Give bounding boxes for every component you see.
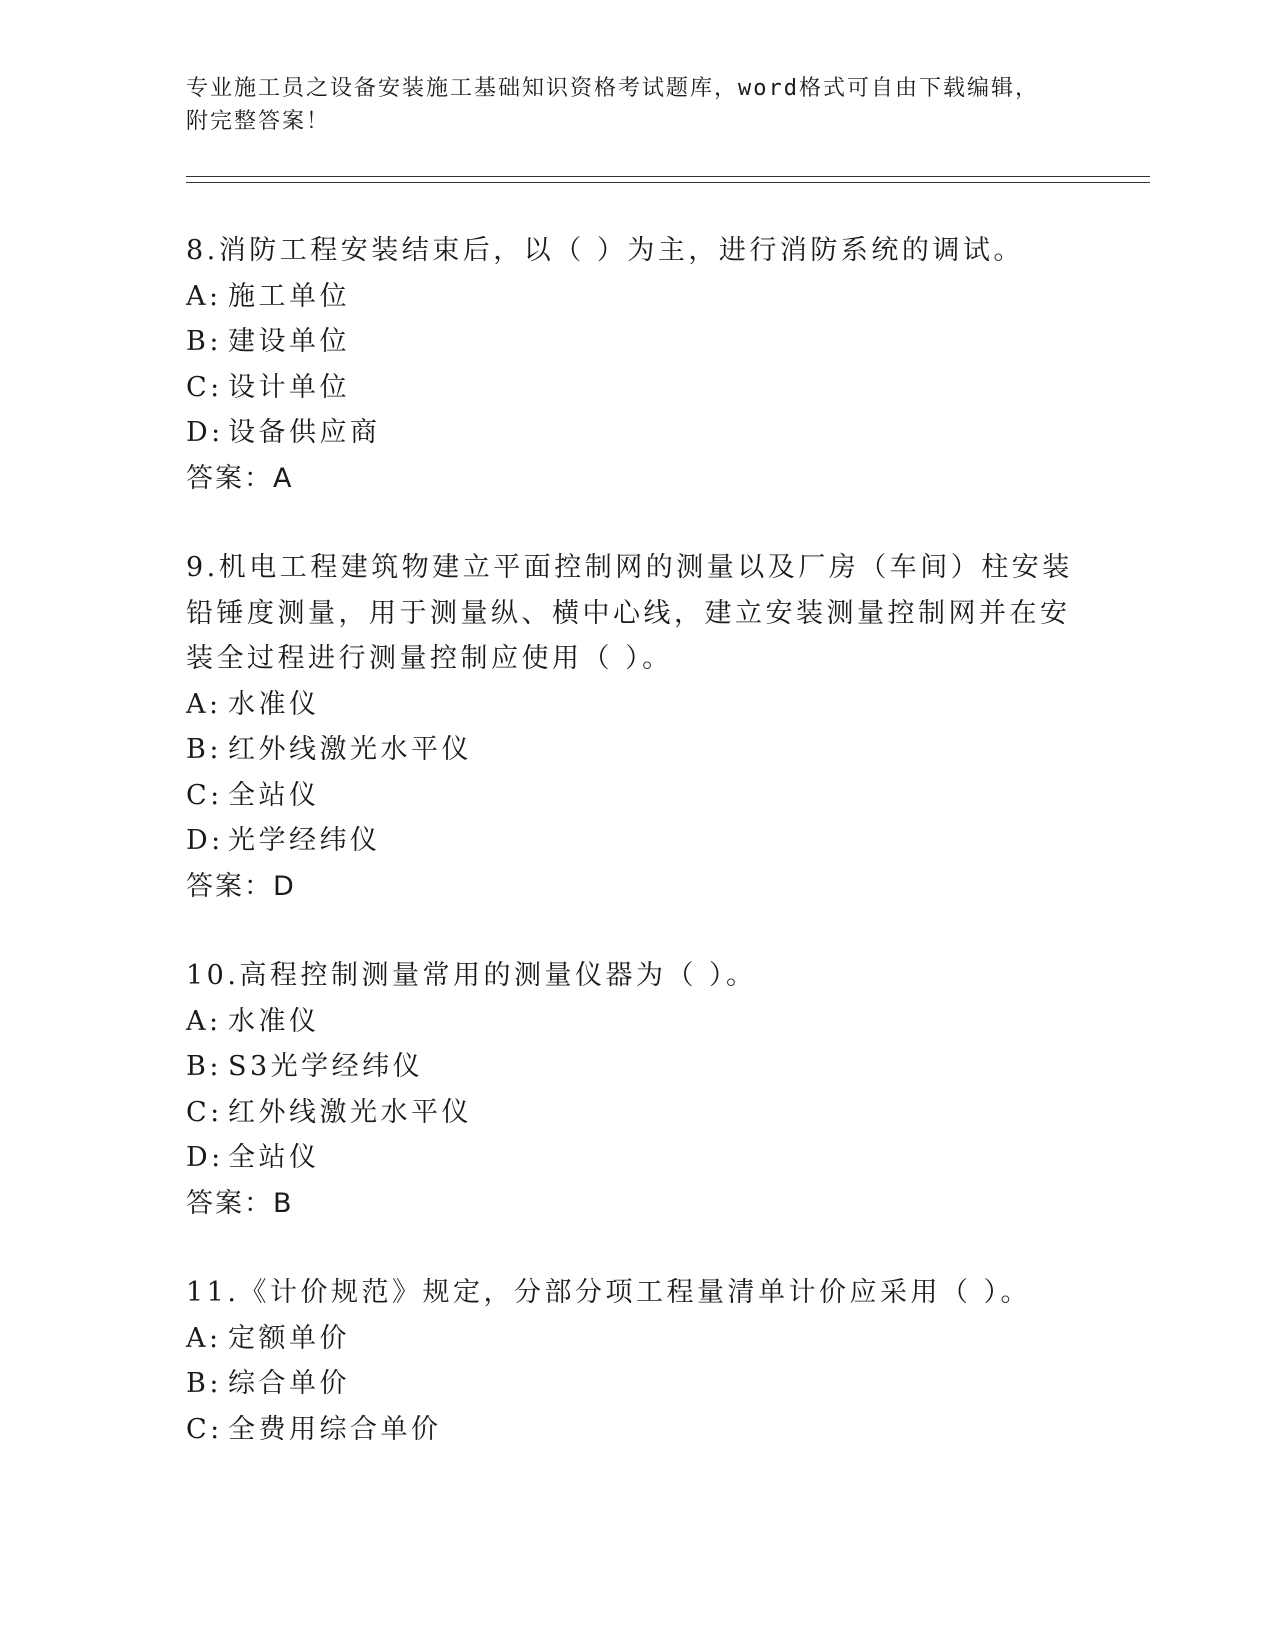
option-text: 建设单位: [228, 326, 350, 357]
option-d: [186, 818, 1086, 864]
option-letter: A:: [186, 688, 222, 720]
option-text: 综合单价: [228, 1368, 350, 1399]
option-a: [186, 274, 1086, 320]
option-letter: B:: [186, 1051, 222, 1082]
header-line-1: 专业施工员之设备安装施工基础知识资格考试题库，word格式可自由下载编辑，: [186, 76, 1039, 101]
option-a: [186, 682, 1086, 728]
answer-line: 答案：D: [186, 870, 296, 902]
answer-line: 答案：B: [186, 1187, 294, 1219]
question-10: [186, 953, 1086, 1226]
question-11: [186, 1270, 1086, 1452]
header-line-2: 附完整答案！: [186, 109, 331, 134]
option-letter: C:: [186, 1096, 223, 1128]
option-text: 水准仪: [228, 1005, 320, 1037]
option-c: [186, 1407, 1086, 1453]
option-letter: B:: [186, 326, 222, 357]
option-letter: D:: [186, 417, 224, 448]
option-d: [186, 1135, 1086, 1181]
option-c: [186, 1090, 1086, 1136]
option-c: [186, 773, 1086, 819]
option-letter: C:: [186, 779, 223, 811]
option-text: 红外线激光水平仪: [228, 1096, 472, 1128]
option-text: 设计单位: [228, 371, 350, 403]
answer-line: 答案：A: [186, 462, 294, 494]
option-text: 水准仪: [228, 688, 320, 720]
option-text: 红外线激光水平仪: [228, 734, 472, 765]
header-divider: [186, 176, 1150, 183]
option-a: [186, 999, 1086, 1045]
option-a: [186, 1316, 1086, 1362]
option-letter: D:: [186, 1142, 224, 1173]
option-b: [186, 727, 1086, 773]
option-letter: C:: [186, 1413, 223, 1445]
option-letter: A:: [186, 1005, 222, 1037]
option-text: S3光学经纬仪: [228, 1051, 424, 1082]
question-stem: 9.机电工程建筑物建立平面控制网的测量以及厂房（车间）柱安装铅锤度测量，用于测量纵、横中心线，建立安装测量控制网并在安装全过程进行测量控制应使用（ ）。: [186, 552, 1073, 674]
option-text: 光学经纬仪: [228, 825, 381, 856]
option-letter: B:: [186, 1368, 222, 1399]
question-9: [186, 545, 1086, 909]
question-8: [186, 228, 1086, 501]
option-text: 全站仪: [228, 1142, 320, 1173]
option-letter: D:: [186, 825, 224, 856]
option-d: [186, 410, 1086, 456]
page-header: [186, 72, 1086, 138]
option-text: 施工单位: [228, 280, 350, 312]
option-text: 定额单价: [228, 1322, 350, 1354]
option-b: [186, 1361, 1086, 1407]
question-stem: 10.高程控制测量常用的测量仪器为（ ）。: [186, 960, 757, 991]
option-c: [186, 365, 1086, 411]
question-list: [186, 228, 1086, 1496]
option-letter: B:: [186, 734, 222, 765]
option-text: 设备供应商: [228, 417, 381, 448]
option-b: [186, 319, 1086, 365]
option-text: 全站仪: [228, 779, 320, 811]
question-stem: 8.消防工程安装结束后，以（ ）为主，进行消防系统的调试。: [186, 235, 1024, 266]
question-stem: 11.《计价规范》规定，分部分项工程量清单计价应采用（ ）。: [186, 1277, 1032, 1308]
option-text: 全费用综合单价: [228, 1413, 442, 1445]
option-letter: C:: [186, 371, 223, 403]
option-b: [186, 1044, 1086, 1090]
option-letter: A:: [186, 1322, 222, 1354]
option-letter: A:: [186, 280, 222, 312]
